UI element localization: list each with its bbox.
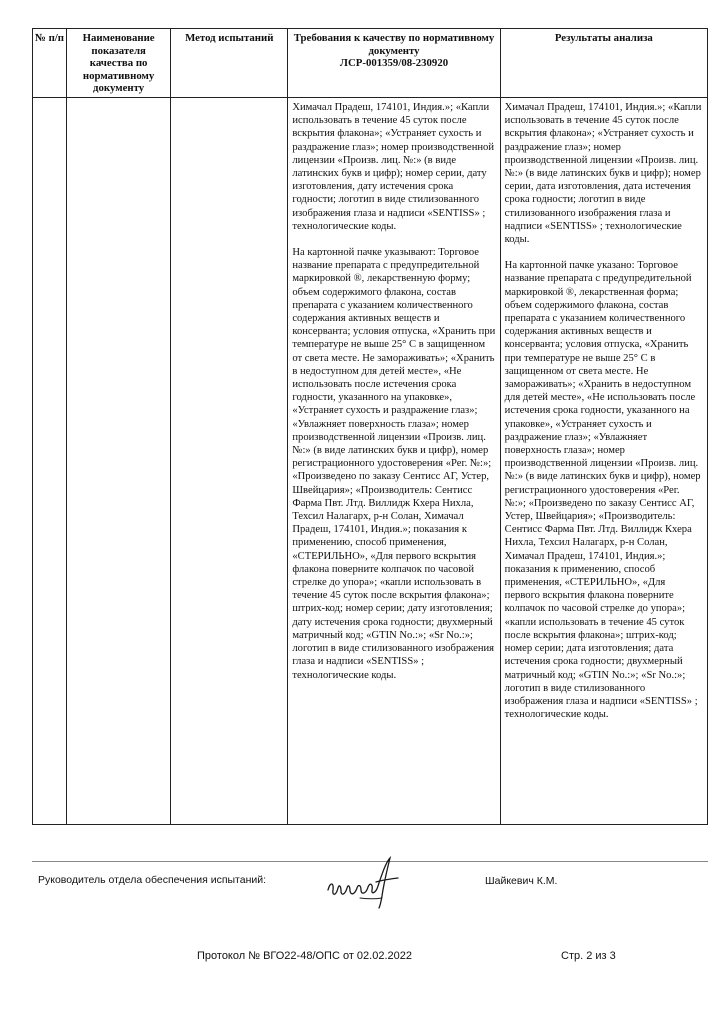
results-paragraph-bottle: Химачал Прадеш, 174101, Индия.»; «Капли использовать в течение 45 суток после вскрытия флакона»; «Устраняет сухость и раздражение глаз»; номер производственной лицензии «Произв. лиц. №:» (в виде латинских букв и цифр); номер серии, дата изготовления, дата истечения срока годности; логотип в виде стилизованного изображения глаза и надписи «SENTISS» ; технологические коды. bbox=[504, 101, 702, 245]
quality-table bbox=[32, 28, 708, 825]
header-results: Результаты анализа bbox=[500, 29, 707, 98]
protocol-number: Протокол № ВГО22-48/ОПС от 02.02.2022 bbox=[197, 950, 412, 962]
results-paragraph-carton: На картонной пачке указано: Торговое название препарата с предупредительной маркировкой ®, лекарственная форма; объем содержимого флакона, состав препарата с указанием количественного содержания активных веществ и консерванта; условия отпуска, «Хранить при температуре не выше 25° С в защищенном от света месте. Не замораживать»; «Хранить в недоступном для детей месте», «Не использовать после истечения срока годности, указанного на упаковке», «Устраняет сухость и раздражение глаз»; «Увлажняет поверхность глаза»; номер производственной лицензии «Произв. лиц. №:» (в виде латинских букв и цифр), номер регистрационного удостоверения «Рег. №:»; «Произведено по заказу Сентисс АГ, Устер, Швейцария»; «Производитель: Сентисс Фарма Пвт. Лтд. Виллидж Кхера Нихла, Техсил Налагарх, р-н Солан, Химачал Прадеш, 174101, Индия.»; показания к применению, способ применения, «СТЕРИЛЬНО», «Для первого вскрытия флакона поверните колпачок по часовой стрелке до упора»; «капли использовать в течение 45 суток после вскрытия флакона»; штрих-код; номер серии; дата изготовления; дата истечения срока годности; двухмерный матричный код; «GTIN No.:»; «Sr No.:»; логотип в виде стилизованного изображения глаза и надписи «SENTISS» ; технологические коды. bbox=[504, 260, 701, 721]
cell-test-method bbox=[171, 97, 288, 824]
cell-requirements bbox=[288, 97, 500, 824]
signatory-name: Шайкевич К.М. bbox=[485, 875, 558, 887]
table-header-row bbox=[33, 29, 708, 98]
signatory-role: Руководитель отдела обеспечения испытаний: bbox=[38, 874, 267, 886]
header-num: № п/п bbox=[33, 29, 67, 98]
requirements-paragraph-bottle: Химачал Прадеш, 174101, Индия.»; «Капли использовать в течение 45 суток после вскрытия флакона»; «Устраняет сухость и раздражение глаз»; номер производственной лицензии «Произв. лиц. №:» (в виде латинских букв и цифр); номер серии, дату изготовления, дату истечения срока годности; логотип в виде стилизованного изображения глаза и надписи «SENTISS» ; технологические коды. bbox=[292, 101, 495, 232]
table-row bbox=[33, 97, 708, 824]
handwritten-signature bbox=[320, 852, 420, 912]
cell-indicator-name bbox=[67, 97, 171, 824]
header-requirements-doc: ЛСР-001359/08-230920 bbox=[339, 57, 449, 70]
header-requirements bbox=[288, 29, 500, 98]
header-test-method: Метод испытаний bbox=[171, 29, 288, 98]
page-number: Стр. 2 из 3 bbox=[561, 950, 616, 962]
cell-results bbox=[500, 97, 707, 824]
cell-num bbox=[33, 97, 67, 824]
header-requirements-title: Требования к качеству по нормативному документу bbox=[293, 32, 495, 57]
header-indicator-name: Наименование показателя качества по нормативному документу bbox=[67, 29, 171, 98]
requirements-paragraph-carton: На картонной пачке указывают: Торговое название препарата с предупредительной маркировкой ®, лекарственную форму; объем содержимого флакона, состав препарата с указанием количественного содержания активных веществ и консерванта; условия отпуска, «Хранить при температуре не выше 25° С в защищенном от света месте. Не замораживать»; «Хранить в недоступном для детей месте», «Не использовать после истечения срока годности, указанного на упаковке», «Устраняет сухость и раздражение глаз»; «Увлажняет поверхность глаза»; номер производственной лицензии «Произв. лиц. №:» (в виде латинских букв и цифр), номер регистрационного удостоверения «Рег. №:»; «Произведено по заказу Сентисс АГ, Устер, Швейцария»; «Производитель: Сентисс Фарма Пвт. Лтд. Виллидж Кхера Нихла, Техсил Налагарх, р-н Солан, Химачал Прадеш, 174101, Индия.»; показания к применению, способ применения, «СТЕРИЛЬНО», «Для первого вскрытия флакона поверните колпачок по часовой стрелке до упора»; «капли использовать в течение 45 суток после вскрытия флакона»; штрих-код; номер серии; дату изготовления; дату истечения срока годности; двухмерный матричный код; «GTIN No.:»; «Sr No.:»; логотип в виде стилизованного изображения глаза и надписи «SENTISS» ; технологические коды. bbox=[292, 247, 496, 681]
